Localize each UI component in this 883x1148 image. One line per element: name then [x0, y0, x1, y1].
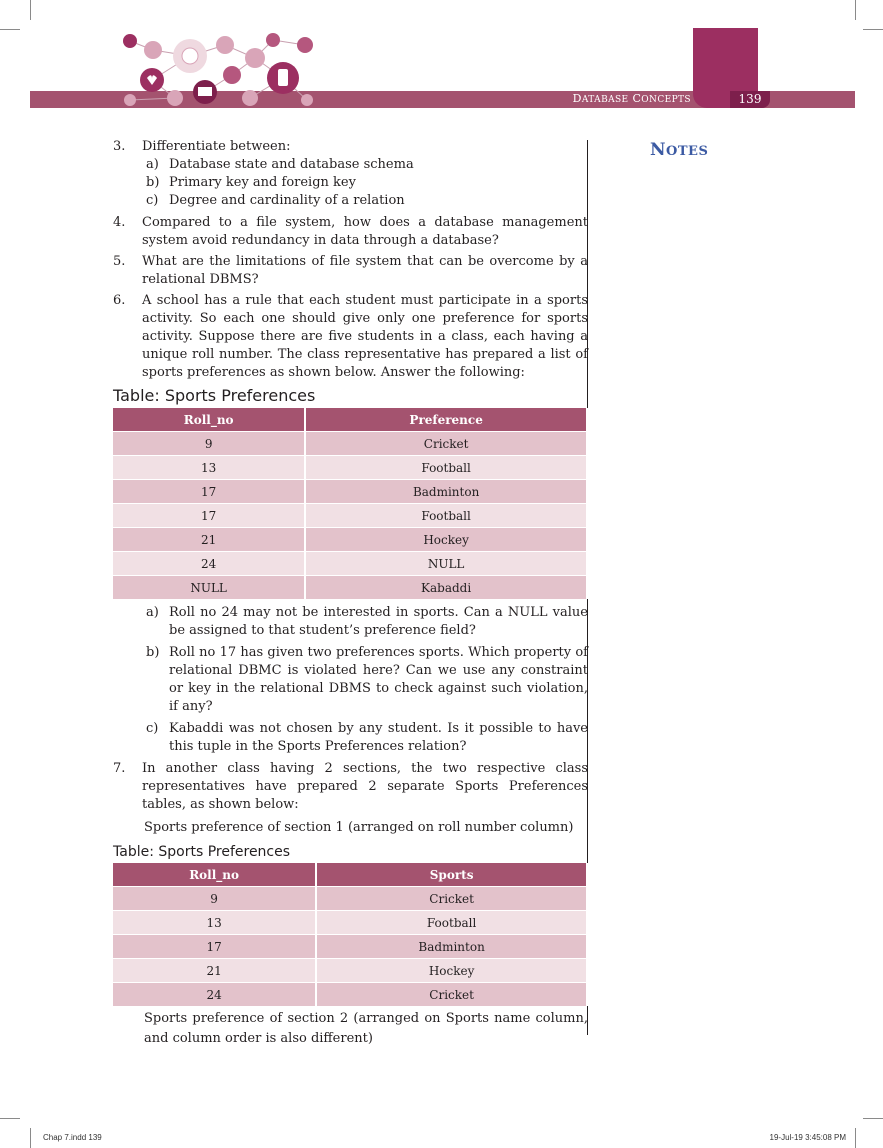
column-header: Sports — [316, 863, 587, 887]
table-cell: Football — [305, 504, 587, 528]
exercise-content — [113, 138, 588, 1049]
question-number: 5. — [113, 254, 126, 269]
crop-mark — [0, 1118, 20, 1119]
running-header-text: ONCEPTS — [641, 95, 691, 105]
crop-mark — [863, 29, 883, 30]
table-row — [113, 983, 587, 1007]
table-row — [113, 887, 587, 911]
table-cell: 9 — [113, 887, 316, 911]
question-3-subparts — [142, 156, 588, 210]
table-cell: 13 — [113, 456, 305, 480]
table-row — [113, 576, 587, 600]
sports-preferences-section-1-table — [113, 863, 588, 1006]
table-cell: 17 — [113, 504, 305, 528]
table-row — [113, 959, 587, 983]
question-number: 7. — [113, 761, 126, 776]
running-header-text: C — [632, 92, 642, 105]
header-illustration — [115, 28, 325, 110]
sub-question-label: a) — [146, 157, 159, 172]
table-cell: 24 — [113, 983, 316, 1007]
table-row — [113, 456, 587, 480]
question-3 — [113, 138, 588, 156]
question-6-subparts — [142, 604, 588, 756]
sub-question-label: c) — [146, 193, 159, 208]
table-cell: Cricket — [305, 432, 587, 456]
question-number: 3. — [113, 139, 126, 154]
question-text: In another class having 2 sections, the two respective class representatives have prepared 2 separate Sports Preferences tables, as shown below: — [142, 761, 588, 812]
crop-mark — [30, 1128, 31, 1148]
question-7 — [113, 760, 588, 814]
table-cell: Badminton — [305, 480, 587, 504]
sub-question-text: Kabaddi was not chosen by any student. Is it possible to have this tuple in the Sports Preferences relation? — [169, 721, 588, 754]
question-text: Differentiate between: — [142, 139, 291, 154]
section-1-caption: Sports preference of section 1 (arranged on roll number column) — [144, 820, 574, 835]
running-header-text: D — [572, 92, 582, 105]
table-cell: Hockey — [305, 528, 587, 552]
table-cell: Football — [316, 911, 587, 935]
table-title: Table: Sports Preferences — [113, 386, 316, 405]
column-header: Preference — [305, 408, 587, 432]
crop-mark — [0, 29, 20, 30]
table-title: Table: Sports Preferences — [113, 844, 291, 860]
sub-question — [142, 156, 588, 174]
column-header: Roll_no — [113, 408, 305, 432]
sub-question — [142, 604, 588, 640]
sub-question-text: Database state and database schema — [169, 157, 414, 172]
table-cell: NULL — [113, 576, 305, 600]
crop-mark — [863, 1118, 883, 1119]
sub-question-label: a) — [146, 605, 159, 620]
sub-question-text: Roll no 24 may not be interested in sports. Can a NULL value be assigned to that student’s preference field? — [169, 605, 588, 638]
sub-question-label: b) — [146, 645, 160, 660]
table-cell: 13 — [113, 911, 316, 935]
table-cell: 24 — [113, 552, 305, 576]
question-number: 4. — [113, 215, 126, 230]
sub-question — [142, 644, 588, 716]
notes-heading — [650, 140, 708, 160]
running-header — [573, 92, 691, 105]
notes-heading-text: OTES — [666, 144, 709, 159]
question-number: 6. — [113, 293, 126, 308]
table-cell: Football — [305, 456, 587, 480]
sub-question-text: Roll no 17 has given two preferences sports. Which property of relational DBMC is violated here? Can we use any constraint or key in the relational DBMS to check against such violation, if any? — [169, 645, 588, 714]
table-cell: 17 — [113, 935, 316, 959]
table-row — [113, 552, 587, 576]
question-text: Compared to a file system, how does a database management system avoid redundancy in data through a database? — [142, 215, 588, 248]
crop-mark — [855, 1128, 856, 1148]
table-cell: 21 — [113, 528, 305, 552]
table-cell: 17 — [113, 480, 305, 504]
page-number: 139 — [730, 91, 770, 108]
sub-question-text: Degree and cardinality of a relation — [169, 193, 405, 208]
table-row — [113, 911, 587, 935]
question-text: What are the limitations of file system that can be overcome by a relational DBMS? — [142, 254, 588, 287]
sub-question-label: b) — [146, 175, 160, 190]
sub-question — [142, 174, 588, 192]
sub-question-text: Primary key and foreign key — [169, 175, 356, 190]
sports-preferences-table — [113, 408, 588, 599]
column-header: Roll_no — [113, 863, 316, 887]
table-cell: 21 — [113, 959, 316, 983]
file-slug: Chap 7.indd 139 — [43, 1133, 102, 1142]
table-cell: Cricket — [316, 983, 587, 1007]
table-row — [113, 432, 587, 456]
sub-question-label: c) — [146, 721, 159, 736]
table-row — [113, 480, 587, 504]
crop-mark — [30, 0, 31, 20]
table-row — [113, 528, 587, 552]
crop-mark — [855, 0, 856, 20]
print-timestamp: 19-Jul-19 3:45:08 PM — [769, 1133, 846, 1142]
table-row — [113, 935, 587, 959]
question-text: A school has a rule that each student must participate in a sports activity. So each one should give only one preference for sports activity. Suppose there are five students in a class, each having a unique roll number. The class representative has prepared a list of sports preferences as shown below. Answer the following: — [142, 293, 588, 380]
question-5 — [113, 253, 588, 289]
question-6 — [113, 292, 588, 382]
question-4 — [113, 214, 588, 250]
notes-heading-text: N — [650, 140, 667, 160]
table-cell: Cricket — [316, 887, 587, 911]
section-2-caption: Sports preference of section 2 (arranged on Sports name column, and column order is also different) — [144, 1011, 588, 1046]
table-cell: 9 — [113, 432, 305, 456]
table-cell: Hockey — [316, 959, 587, 983]
sub-question — [142, 192, 588, 210]
sub-question — [142, 720, 588, 756]
table-cell: NULL — [305, 552, 587, 576]
table-cell: Badminton — [316, 935, 587, 959]
table-cell: Kabaddi — [305, 576, 587, 600]
running-header-text: ATABASE — [581, 95, 629, 105]
table-row — [113, 504, 587, 528]
